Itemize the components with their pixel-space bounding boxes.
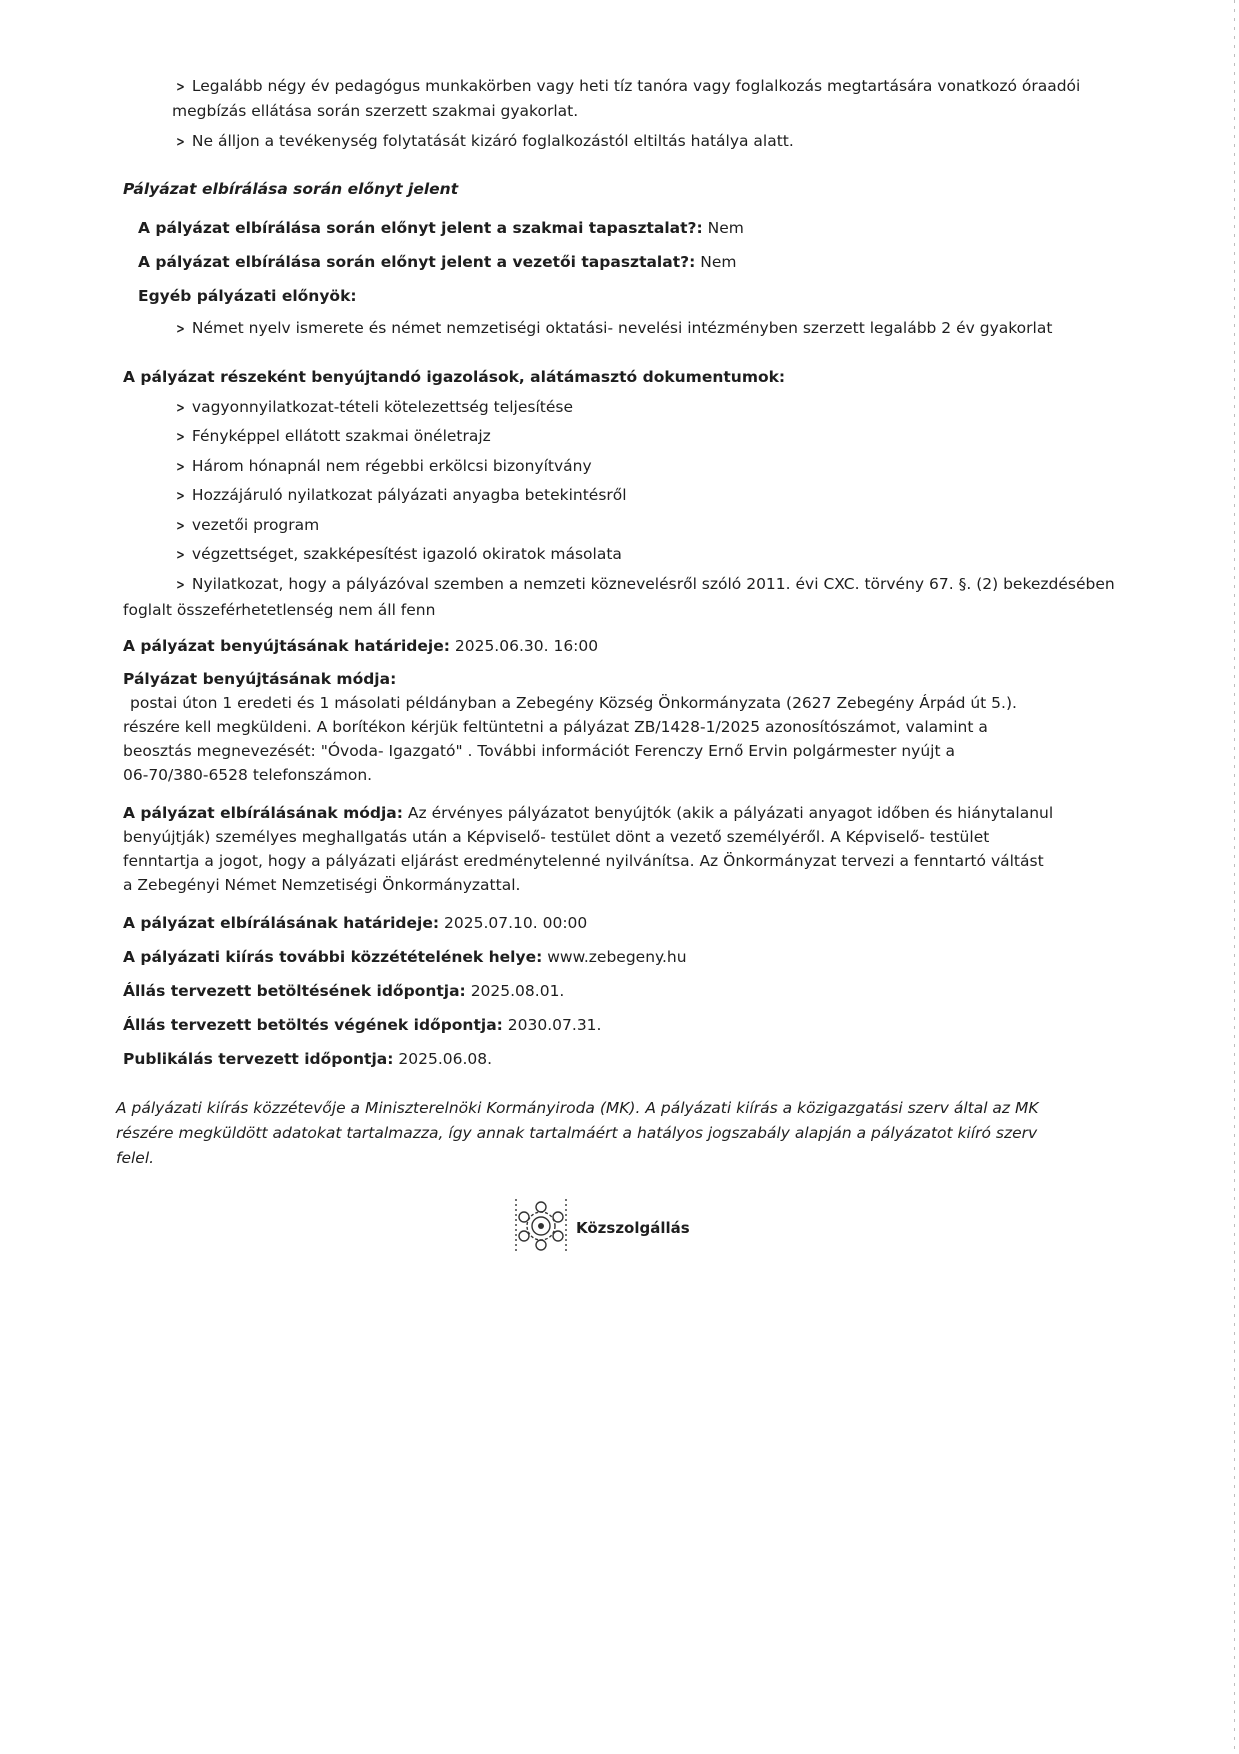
chevron-right-icon: > <box>176 548 185 563</box>
evaluation-deadline: A pályázat elbírálásának határideje: 2025.07.10. 00:00 <box>123 914 588 932</box>
disclaimer-line: részére megküldött adatokat tartalmazza, így annak tartalmáért a hatályos jogszabály alapján a pályázatot kiíró szerv <box>116 1124 1038 1142</box>
chevron-right-icon: > <box>176 135 185 150</box>
advantage-leadership: A pályázat elbírálása során előnyt jelent a vezetői tapasztalat?: Nem <box>138 253 737 271</box>
kozszolgalas-logo-icon <box>510 1193 572 1263</box>
submission-method-line: beosztás megnevezését: "Óvoda- Igazgató" . További információt Ferenczy Ernő Ervin polgármester nyújt a <box>123 742 955 760</box>
chevron-right-icon: > <box>176 80 185 95</box>
list-item: > Legalább négy év pedagógus munkakörben vagy heti tíz tanóra vagy foglalkozás megtartására vonatkozó óraadói <box>175 76 1080 98</box>
disclaimer-line: felel. <box>116 1149 155 1167</box>
publication-place: A pályázati kiírás további közzétételének helye: www.zebegeny.hu <box>123 948 687 966</box>
publication-date: Publikálás tervezett időpontja: 2025.06.08. <box>123 1050 493 1068</box>
list-item-continuation: foglalt összeférhetetlenség nem áll fenn <box>123 601 436 619</box>
submission-method-line: részére kell megküldeni. A borítékon kérjük feltüntetni a pályázat ZB/1428-1/2025 azonosítószámot, valamint a <box>123 718 988 736</box>
section-heading: Pályázat elbírálása során előnyt jelent <box>123 180 459 198</box>
kozszolgalas-logo <box>510 1195 690 1261</box>
documents-heading: A pályázat részeként benyújtandó igazolások, alátámasztó dokumentumok: <box>123 368 786 386</box>
list-item: > Hozzájáruló nyilatkozat pályázati anyagba betekintésről <box>175 485 627 507</box>
chevron-right-icon: > <box>176 578 185 593</box>
submission-method-label: Pályázat benyújtásának módja: <box>123 670 397 688</box>
list-item: > Német nyelv ismerete és német nemzetiségi oktatási- nevelési intézményben szerzett legalább 2 év gyakorlat <box>175 318 1052 340</box>
list-item: > vezetői program <box>175 515 319 537</box>
disclaimer-line: A pályázati kiírás közzétevője a Miniszterelnöki Kormányiroda (MK). A pályázati kiírás a közigazgatási szerv által az MK <box>116 1099 1039 1117</box>
chevron-right-icon: > <box>176 322 185 337</box>
advantage-professional: A pályázat elbírálása során előnyt jelent a szakmai tapasztalat?: Nem <box>138 219 744 237</box>
position-start-date: Állás tervezett betöltésének időpontja: 2025.08.01. <box>123 982 565 1000</box>
logo-text: Közszolgállás <box>576 1219 690 1237</box>
chevron-right-icon: > <box>176 401 185 416</box>
chevron-right-icon: > <box>176 519 185 534</box>
list-item: > Ne álljon a tevékenység folytatását kizáró foglalkozástól eltiltás hatálya alatt. <box>175 131 794 153</box>
evaluation-method-line: a Zebegényi Német Nemzetiségi Önkormányzattal. <box>123 876 521 894</box>
evaluation-method: A pályázat elbírálásának módja: Az érvényes pályázatot benyújtók (akik a pályázati anyagot időben és hiánytalanul <box>123 804 1054 822</box>
chevron-right-icon: > <box>176 460 185 475</box>
submission-method-line: postai úton 1 eredeti és 1 másolati példányban a Zebegény Község Önkormányzata (2627 Zebegény Árpád út 5.). <box>130 694 1017 712</box>
list-item-continuation: megbízás ellátása során szerzett szakmai gyakorlat. <box>172 102 579 120</box>
position-end-date: Állás tervezett betöltés végének időpontja: 2030.07.31. <box>123 1016 602 1034</box>
scan-edge-line <box>1234 0 1235 1754</box>
list-item: > végzettséget, szakképesítést igazoló okiratok másolata <box>175 544 622 566</box>
submission-method-line: 06-70/380-6528 telefonszámon. <box>123 766 373 784</box>
chevron-right-icon: > <box>176 430 185 445</box>
list-item: > Fényképpel ellátott szakmai önéletrajz <box>175 426 491 448</box>
evaluation-method-line: benyújtják) személyes meghallgatás után a Képviselő- testület dönt a vezető személyéről. A Képviselő- testület <box>123 828 990 846</box>
other-advantages-label: Egyéb pályázati előnyök: <box>138 287 357 305</box>
list-item: > vagyonnyilatkozat-tételi kötelezettség teljesítése <box>175 397 573 419</box>
list-item: > Nyilatkozat, hogy a pályázóval szemben a nemzeti köznevelésről szóló 2011. évi CXC. törvény 67. §. (2) bekezdésében <box>175 574 1115 596</box>
submission-deadline: A pályázat benyújtásának határideje: 2025.06.30. 16:00 <box>123 637 599 655</box>
chevron-right-icon: > <box>176 489 185 504</box>
list-item: > Három hónapnál nem régebbi erkölcsi bizonyítvány <box>175 456 592 478</box>
evaluation-method-line: fenntartja a jogot, hogy a pályázati eljárást eredménytelenné nyilvánítsa. Az Önkormányzat tervezi a fenntartó váltást <box>123 852 1044 870</box>
